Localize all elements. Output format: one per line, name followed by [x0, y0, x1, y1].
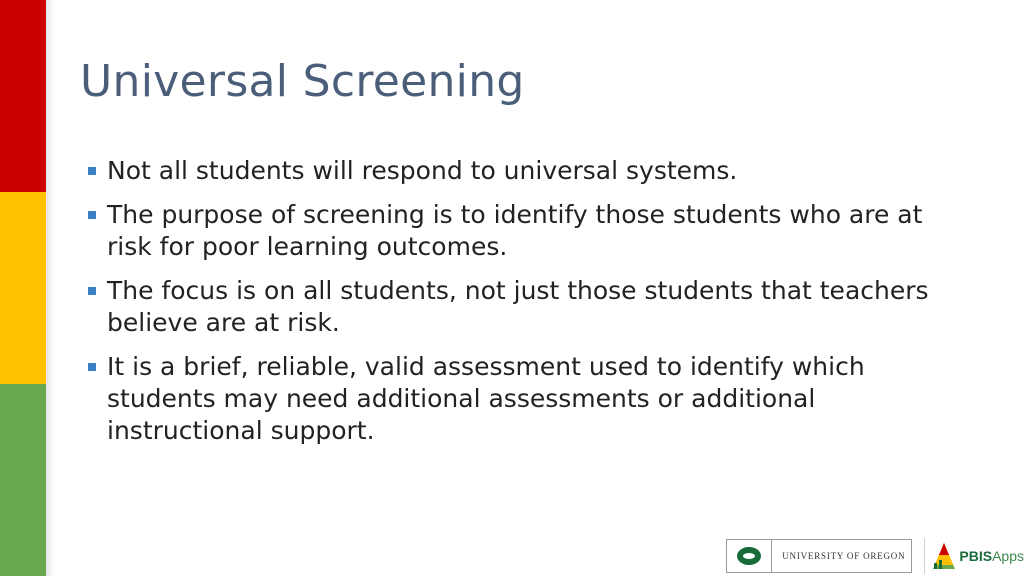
sidebar-shadow: [46, 0, 54, 576]
uo-logo-text: UNIVERSITY OF OREGON: [782, 551, 906, 561]
pbis-logo-text: PBISApps: [959, 548, 1024, 564]
uo-o-icon: [727, 540, 772, 572]
bullet-text: It is a brief, reliable, valid assessment used to identify which students may need additional assessments or additional instructional support.: [107, 352, 865, 445]
square-bullet-icon: [88, 211, 96, 219]
bullet-item: [88, 275, 948, 339]
footer-logos: [726, 536, 1024, 576]
bullet-item: [88, 155, 948, 187]
square-bullet-icon: [88, 363, 96, 371]
sidebar-stripe-red: [0, 0, 46, 192]
bullet-text: The focus is on all students, not just those students that teachers believe are at risk.: [107, 276, 929, 337]
bullet-list: [88, 155, 948, 459]
pbis-apps-logo: [924, 538, 1024, 574]
sidebar-stripe-green: [0, 384, 46, 576]
square-bullet-icon: [88, 287, 96, 295]
sidebar-stripe-yellow: [0, 192, 46, 384]
bullet-item: [88, 199, 948, 263]
bullet-text: Not all students will respond to universal systems.: [107, 156, 738, 185]
bullet-item: [88, 351, 948, 447]
university-of-oregon-logo: [726, 539, 912, 573]
bullet-text: The purpose of screening is to identify those students who are at risk for poor learning outcomes.: [107, 200, 923, 261]
slide-title: Universal Screening: [80, 56, 525, 107]
square-bullet-icon: [88, 167, 96, 175]
pbis-triangle-icon: [931, 541, 957, 571]
